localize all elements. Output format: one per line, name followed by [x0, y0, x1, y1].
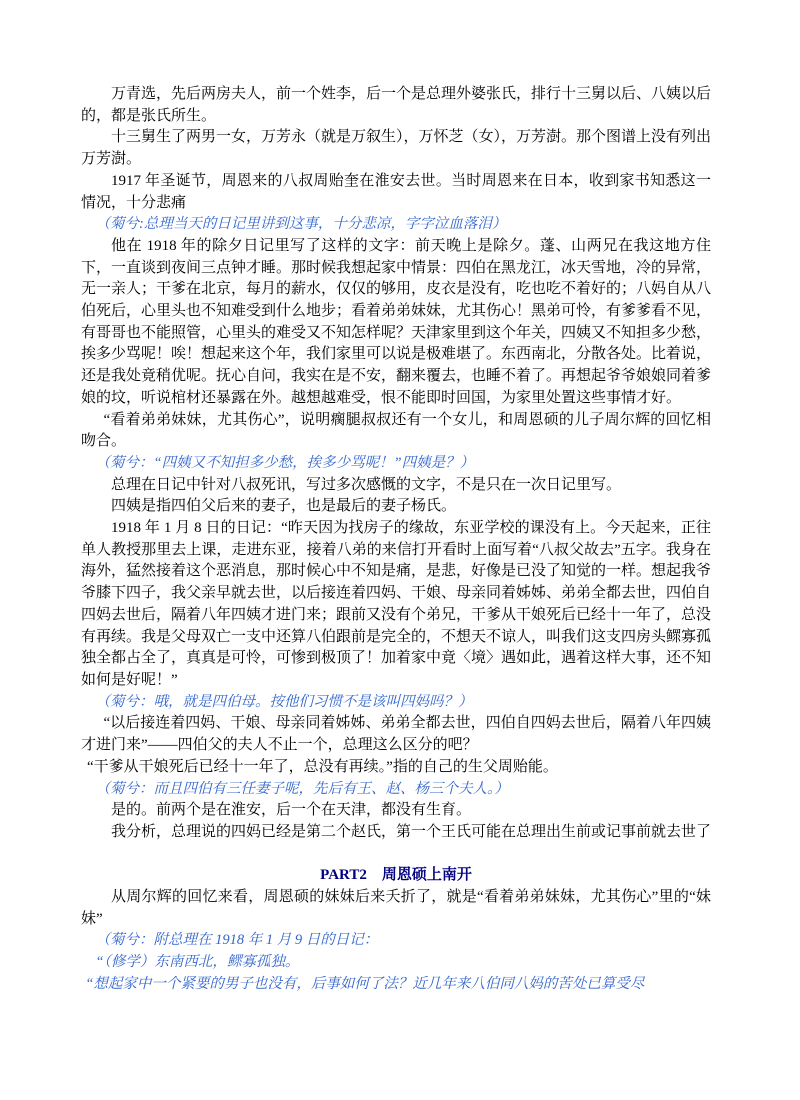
- paragraph: “看着弟弟妹妹，尤其伤心”，说明瘸腿叔叔还有一个女儿，和周恩硕的儿子周尔辉的回忆相吻合。: [81, 411, 711, 450]
- annotation-note: （菊兮：而且四伯有三任妻子呢，先后有王、赵、杨三个夫人。）: [95, 780, 509, 797]
- paragraph: 我分析，总理说的四妈已经是第二个赵氏，第一个王氏可能在总理出生前或记事前就去世了: [111, 823, 712, 840]
- paragraph: “干爹从干娘死后已经十一年了，总没有再续。”指的自己的生父周贻能。: [87, 758, 558, 775]
- paragraph: 是的。前两个是在淮安，后一个在天津，都没有生育。: [111, 802, 472, 819]
- annotation-note: （菊兮：“四姨又不知担多少愁，挨多少骂呢！”四姨是？）: [95, 454, 475, 471]
- paragraph: “以后接连着四妈、干娘、母亲同着姊姊、弟弟全都去世，四伯自四妈去世后，隔着八年四姨才进门来”——四伯父的夫人不止一个，总理这么区分的吧？: [81, 715, 711, 754]
- paragraph: 万青选，先后两房夫人，前一个姓李，后一个是总理外婆张氏，排行十三舅以后、八姨以后的，都是张氏所生。: [81, 86, 712, 124]
- paragraph: 十三舅生了两男一女，万芳永（就是万叙生），万怀芝（女），万芳澍。那个图谱上没有列出万芳澍。: [81, 129, 712, 168]
- annotation-note: （菊兮：哦，就是四伯母。按他们习惯不是该叫四妈吗？）: [95, 693, 473, 710]
- annotation-note: （菊兮：附总理在 1918 年 1 月 9 日的日记：: [95, 932, 379, 949]
- annotation-note: （菊兮:总理当天的日记里讲到这事，十分悲凉，字字泣血落泪）: [95, 216, 507, 233]
- annotation-note: “想起家中一个紧要的男子也没有，后事如何了法？近几年来八伯同八妈的苦处已算受尽: [85, 975, 645, 992]
- section-heading: PART2 周恩硕上南开: [320, 867, 472, 884]
- paragraph: 从周尔辉的回忆来看，周恩硕的妹妹后来夭折了，就是“看着弟弟妹妹，尤其伤心”里的“妹妹”: [81, 889, 711, 927]
- paragraph: 他在 1918 年的除夕日记里写了这样的文字：前天晚上是除夕。蓬、山两兄在我这地方住下，一直谈到夜间三点钟才睡。那时候我想起家中情景：四伯在黑龙江，冰天雪地，冷的异常，无一亲人；干爹在北京，每月的薪水，仅仅的够用，皮衣是没有，吃也吃不着好的；八妈自从八伯死后，心里头也不知难受到什么地步；看着弟弟妹妹，尤其伤心！黑弟可怜，有爹爹看不见，有哥哥也不能照管，心里头的难受又不知怎样呢？天津家里到这个年关，四姨又不知担多少愁，挨多少骂呢！唉！想起来这个年，我们家里可以说是极难堪了。东西南北，分散各处。比着说，还是我处竟稍优呢。抚心自问，我实在是不安，翻来覆去，也睡不着了。再想起爷爷娘娘同着爹娘的坟，听说棺材还暴露在外。越想越难受，恨不能即时回国，为家里处置这些事情才好。: [81, 237, 712, 406]
- paragraph: 总理在日记中针对八叔死讯，写过多次感慨的文字，不是只在一次日记里写。: [111, 476, 622, 493]
- paragraph: 1917 年圣诞节，周恩来的八叔周贻奎在淮安去世。当时周恩来在日本，收到家书知悉这一情况，十分悲痛: [81, 172, 711, 211]
- annotation-note: “（修学）东南西北，鳏寡孤独。: [95, 954, 300, 971]
- paragraph: 四姨是指四伯父后来的妻子，也是最后的妻子杨氏。: [111, 498, 457, 515]
- paragraph: 1918 年 1 月 8 日的日记：“昨天因为找房子的缘故，东亚学校的课没有上。今天起来，正往单人教授那里去上课，走进东亚，接着八弟的来信打开看时上面写着“八叔父故去”五字。我身在海外，猛然接着这个恶消息，那时候心中不知是痛，是悲，好像是已没了知觉的一样。想起我爷爷膝下四子，我父亲早就去世，以后接连着四妈、干娘、母亲同着姊姊、弟弟全都去世，四伯自四妈去世后，隔着八年四姨才进门来；跟前又没有个弟兄，干爹从干娘死后已经十一年了，总没有再续。我是父母双亡一支中还算八伯跟前是完全的，不想天不谅人，叫我们这支四房头鳏寡孤独全都占全了，真真是可怜，可惨到极顶了！加着家中竟〈境〉遇如此，遇着这样大事，还不知如何是好呢！”: [81, 520, 712, 688]
